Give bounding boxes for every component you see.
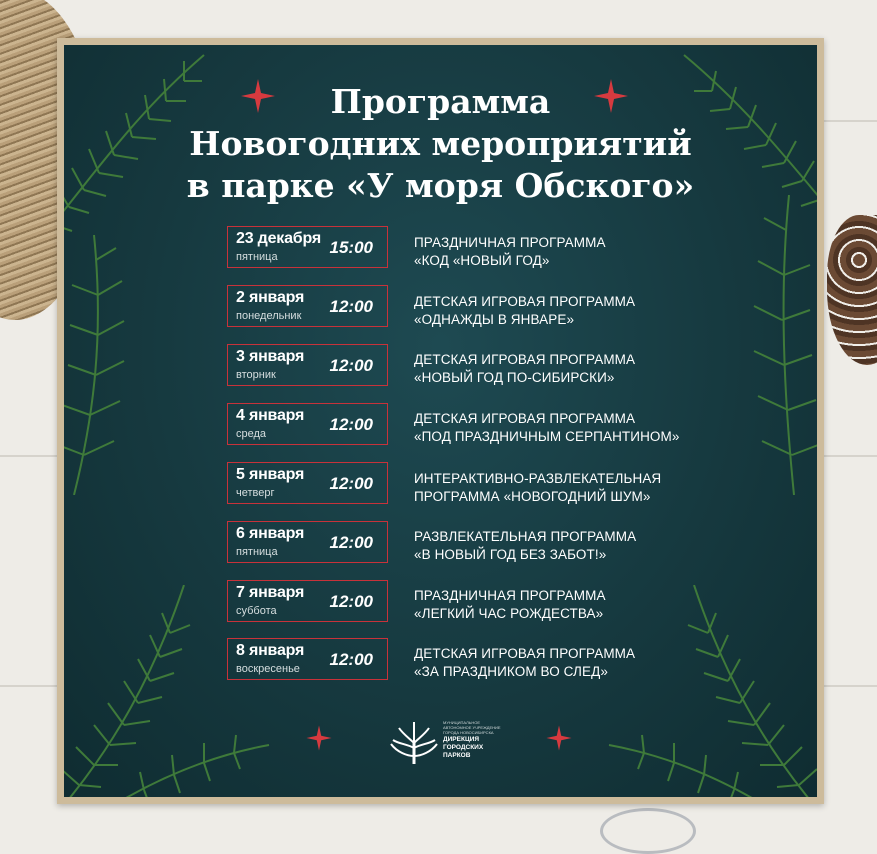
page-title-line-2: Новогодних мероприятий [189, 124, 692, 163]
event-date: 2 января [236, 289, 305, 306]
event-date: 4 января [236, 407, 305, 424]
event-date-box [227, 285, 388, 327]
event-time: 15:00 [329, 238, 373, 257]
event-time: 12:00 [329, 533, 373, 552]
event-name: «ОДНАЖДЫ В ЯНВАРЕ» [414, 312, 575, 327]
event-time: 12:00 [329, 650, 373, 669]
event-weekday: воскресенье [236, 663, 300, 675]
event-name: «ЛЕГКИЙ ЧАС РОЖДЕСТВА» [414, 606, 604, 621]
event-time: 12:00 [329, 592, 373, 611]
event-description [414, 645, 714, 681]
event-weekday: четверг [236, 487, 275, 499]
event-date: 7 января [236, 584, 305, 601]
event-date-box [227, 638, 388, 680]
event-name: «В НОВЫЙ ГОД БЕЗ ЗАБОТ!» [414, 547, 607, 562]
event-name: «ЗА ПРАЗДНИКОМ ВО СЛЕД» [414, 664, 608, 679]
event-type: ИНТЕРАКТИВНО-РАЗВЛЕКАТЕЛЬНАЯ [414, 471, 662, 486]
event-description [414, 351, 714, 387]
event-description [414, 528, 714, 564]
red-star-icon [305, 724, 333, 752]
event-date-box [227, 344, 388, 386]
event-date-box [227, 226, 388, 268]
event-date-box [227, 521, 388, 563]
event-name: «КОД «НОВЫЙ ГОД» [414, 253, 550, 268]
pine-cone [827, 215, 877, 365]
event-date-box [227, 580, 388, 622]
event-weekday: вторник [236, 369, 276, 381]
poster-panel [64, 45, 817, 797]
event-date: 8 января [236, 642, 305, 659]
event-type: ПРАЗДНИЧНАЯ ПРОГРАММА [414, 235, 606, 250]
event-type: ДЕТСКАЯ ИГРОВАЯ ПРОГРАММА [414, 411, 636, 426]
event-date: 23 декабря [236, 230, 321, 247]
page-title-line-3: в парке «У моря Обского» [186, 166, 695, 205]
fir-branch-icon [734, 195, 817, 495]
event-date-box [227, 462, 388, 504]
event-type: РАЗВЛЕКАТЕЛЬНАЯ ПРОГРАММА [414, 529, 637, 544]
event-time: 12:00 [329, 297, 373, 316]
event-date-box [227, 403, 388, 445]
logo-title: ДИРЕКЦИЯ ГОРОДСКИХ ПАРКОВ [443, 736, 484, 759]
event-description [414, 410, 714, 446]
event-weekday: понедельник [236, 310, 302, 322]
event-weekday: пятница [236, 546, 278, 558]
event-description [414, 587, 714, 623]
event-type: ДЕТСКАЯ ИГРОВАЯ ПРОГРАММА [414, 646, 636, 661]
tree-logo-icon [389, 720, 439, 766]
event-weekday: суббота [236, 605, 277, 617]
event-name: «ПОД ПРАЗДНИЧНЫМ СЕРПАНТИНОМ» [414, 429, 680, 444]
event-time: 12:00 [329, 415, 373, 434]
event-date: 3 января [236, 348, 305, 365]
event-time: 12:00 [329, 474, 373, 493]
poster [57, 38, 824, 804]
event-weekday: среда [236, 428, 267, 440]
organization-logo [389, 718, 499, 768]
page-title-line-1: Программа [330, 82, 551, 121]
scissors [600, 808, 696, 854]
event-description [414, 470, 714, 506]
event-weekday: пятница [236, 251, 278, 263]
event-date: 6 января [236, 525, 305, 542]
event-description [414, 293, 714, 329]
event-type: ПРАЗДНИЧНАЯ ПРОГРАММА [414, 588, 606, 603]
event-name: ПРОГРАММА «НОВОГОДНИЙ ШУМ» [414, 489, 651, 504]
fir-branch-icon [64, 235, 144, 495]
event-type: ДЕТСКАЯ ИГРОВАЯ ПРОГРАММА [414, 294, 636, 309]
event-time: 12:00 [329, 356, 373, 375]
event-name: «НОВЫЙ ГОД ПО-СИБИРСКИ» [414, 370, 615, 385]
logo-subtitle: МУНИЦИПАЛЬНОЕ АВТОНОМНОЕ УЧРЕЖДЕНИЕ ГОРОДА НОВОСИБИРСКА [443, 720, 501, 735]
event-description [414, 234, 714, 270]
event-date: 5 января [236, 466, 305, 483]
event-type: ДЕТСКАЯ ИГРОВАЯ ПРОГРАММА [414, 352, 636, 367]
red-star-icon [545, 724, 573, 752]
